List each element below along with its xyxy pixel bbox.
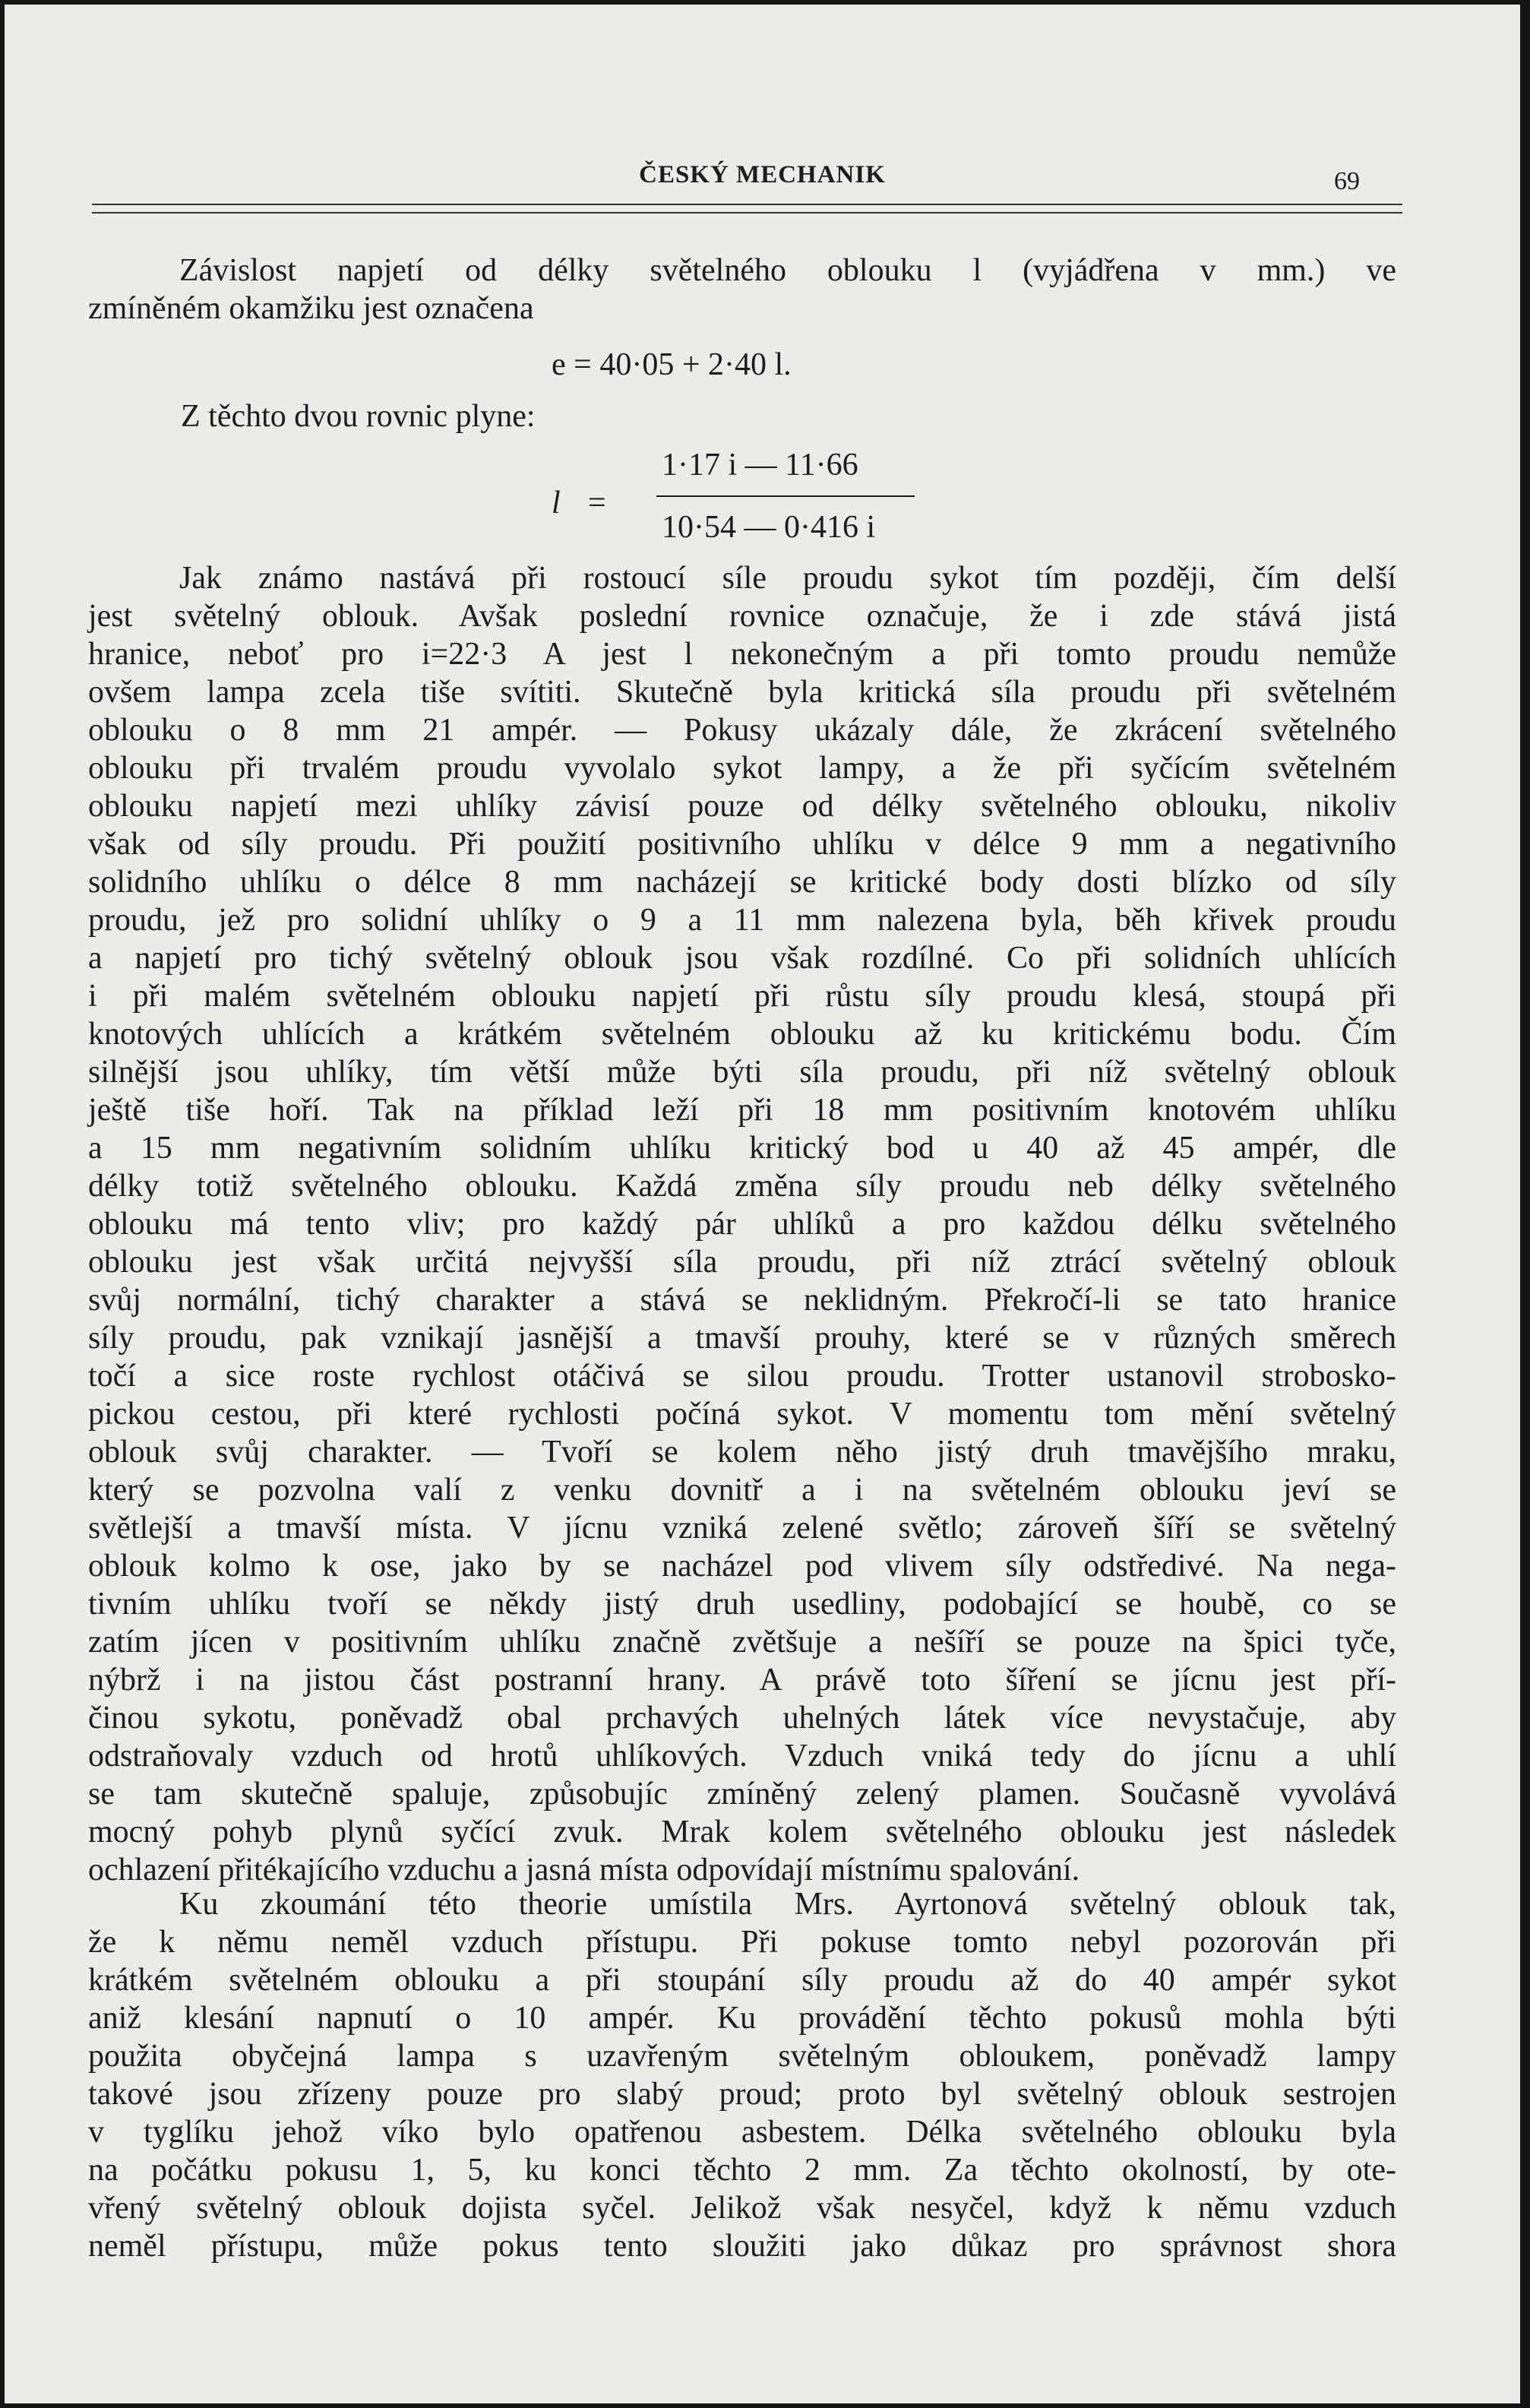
text-line: vřený světelný oblouk dojista syčel. Jelikož však nesyčel, když k němu vzduch <box>88 2191 1396 2226</box>
text-line: oblouku napjetí mezi uhlíky závisí pouze od délky světelného oblouku, nikoliv <box>88 789 1396 824</box>
text-line: krátkém světelném oblouku a při stoupání síly proudu až do 40 ampér sykot <box>88 1963 1396 1998</box>
text-line: oblouku o 8 mm 21 ampér. — Pokusy ukázaly dále, že zkrácení světelného <box>88 713 1396 748</box>
header-rule-bottom <box>92 212 1402 214</box>
text-line: i při malém světelném oblouku napjetí při růstu síly proudu klesá, stoupá při <box>88 979 1396 1014</box>
text-line: pickou cestou, při které rychlosti počíná sykot. V momentu tom mění světelný <box>88 1397 1396 1432</box>
fraction-numerator: 1·17 i — 11·66 <box>662 448 858 483</box>
fraction-equals: = <box>588 486 606 521</box>
text-line: oblouku má tento vliv; pro každý pár uhlíků a pro každou délku světelného <box>88 1207 1396 1242</box>
text-line: síly proudu, pak vznikají jasnější a tmavší prouhy, které se v různých směrech <box>88 1321 1396 1356</box>
text-line: Ku zkoumání této theorie umístila Mrs. Ayrtonová světelný oblouk tak, <box>179 1887 1396 1922</box>
text-line: hranice, neboť pro i=22·3 A jest l nekonečným a při tomto proudu nemůže <box>88 637 1396 672</box>
text-line: neměl přístupu, může pokus tento sloužiti jako důkaz pro správnost shora <box>88 2229 1396 2264</box>
text-line: Závislost napjetí od délky světelného oblouku l (vyjádřena v mm.) ve <box>179 253 1396 288</box>
text-line: ochlazení přitékajícího vzduchu a jasná místa odpovídají místnímu spalování. <box>88 1853 1080 1887</box>
paragraph-2 <box>88 1885 1396 2265</box>
header-rule-top <box>92 204 1402 205</box>
text-line: jest světelný oblouk. Avšak poslední rovnice označuje, že i zde stává jistá <box>88 599 1396 634</box>
text-line: který se pozvolna valí z venku dovnitř a i na světelném oblouku jeví se <box>88 1473 1396 1508</box>
text-line: a 15 mm negativním solidním uhlíku kritický bod u 40 až 45 ampér, dle <box>88 1131 1396 1166</box>
text-line: zatím jícen v positivním uhlíku značně zvětšuje a nešíří se pouze na špici tyče, <box>88 1625 1396 1660</box>
text-line: aniž klesání napnutí o 10 ampér. Ku provádění těchto pokusů mohla býti <box>88 2001 1396 2036</box>
text-line: oblouk svůj charakter. — Tvoří se kolem něho jistý druh tmavějšího mraku, <box>88 1435 1396 1470</box>
text-line: ještě tiše hoří. Tak na příklad leží při 18 mm positivním knotovém uhlíku <box>88 1093 1396 1128</box>
text-line: světlejší a tmavší místa. V jícnu vzniká zelené světlo; zároveň šíří se světelný <box>88 1511 1396 1546</box>
paragraph-1 <box>88 559 1396 1889</box>
page-number: 69 <box>1334 167 1360 195</box>
text-line: Jak známo nastává při rostoucí síle proudu sykot tím později, čím delší <box>179 561 1396 596</box>
text-line: oblouku při trvalém proudu vyvolalo sykot lampy, a že při syčícím světelném <box>88 751 1396 786</box>
fraction-bar <box>656 495 915 497</box>
text-line: a napjetí pro tichý světelný oblouk jsou však rozdílné. Co při solidních uhlících <box>88 941 1396 976</box>
document-page <box>5 5 1520 2403</box>
text-line: solidního uhlíku o délce 8 mm nacházejí se kritické body dosti blízko od síly <box>88 865 1396 900</box>
text-line: takové jsou zřízeny pouze pro slabý proud; proto byl světelný oblouk sestrojen <box>88 2077 1396 2112</box>
text-line: tivním uhlíku tvoří se někdy jistý druh usedliny, podobající se houbě, co se <box>88 1587 1396 1622</box>
text-line: ovšem lampa zcela tiše svítiti. Skutečně byla kritická síla proudu při světelném <box>88 675 1396 710</box>
text-line: se tam skutečně spaluje, způsobujíc zmíněný zelený plamen. Současně vyvolává <box>88 1777 1396 1812</box>
text-line: svůj normální, tichý charakter a stává se neklidným. Překročí-li se tato hranice <box>88 1283 1396 1318</box>
text-line: mocný pohyb plynů syčící zvuk. Mrak kolem světelného oblouku jest následek <box>88 1815 1396 1850</box>
running-title: ČESKÝ MECHANIK <box>639 161 886 188</box>
text-line: točí a sice roste rychlost otáčivá se silou proudu. Trotter ustanovil strobosko- <box>88 1359 1396 1394</box>
intro-text <box>88 252 1396 328</box>
fraction-lead-text: Z těchto dvou rovnic plyne: <box>181 399 536 434</box>
text-line: že k němu neměl vzduch přístupu. Při pokuse tomto nebyl pozorován při <box>88 1925 1396 1960</box>
equation-1: e = 40·05 + 2·40 l. <box>552 347 792 382</box>
text-line: v tyglíku jehož víko bylo opatřenou asbestem. Délka světelného oblouku byla <box>88 2115 1396 2150</box>
text-line: nýbrž i na jistou část postranní hrany. A právě toto šíření se jícnu jest pří- <box>88 1663 1396 1698</box>
text-line: knotových uhlících a krátkém světelném oblouku až ku kritickému bodu. Čím <box>88 1017 1396 1052</box>
text-line: zmíněném okamžiku jest označena <box>88 291 534 326</box>
text-line: odstraňovaly vzduch od hrotů uhlíkových. Vzduch vniká tedy do jícnu a uhlí <box>88 1739 1396 1774</box>
text-line: silnější jsou uhlíky, tím větší může býti síla proudu, při níž světelný oblouk <box>88 1055 1396 1090</box>
text-line: délky totiž světelného oblouku. Každá změna síly proudu neb délky světelného <box>88 1169 1396 1204</box>
text-line: oblouk kolmo k ose, jako by se nacházel pod vlivem síly odstředivé. Na nega- <box>88 1549 1396 1584</box>
text-line: proudu, jež pro solidní uhlíky o 9 a 11 mm nalezena byla, běh křivek proudu <box>88 903 1396 938</box>
text-line: však od síly proudu. Při použití positivního uhlíku v délce 9 mm a negativního <box>88 827 1396 862</box>
text-line: na počátku pokusu 1, 5, ku konci těchto 2 mm. Za těchto okolností, by ote- <box>88 2153 1396 2188</box>
text-line: oblouku jest však určitá nejvyšší síla proudu, při níž ztrácí světelný oblouk <box>88 1245 1396 1280</box>
fraction-lhs: l <box>552 486 561 521</box>
text-line: použita obyčejná lampa s uzavřeným světelným obloukem, poněvadž lampy <box>88 2039 1396 2074</box>
fraction-denominator: 10·54 — 0·416 i <box>662 510 876 545</box>
text-line: činou sykotu, poněvadž obal prchavých uhelných látek více nevystačuje, aby <box>88 1701 1396 1736</box>
